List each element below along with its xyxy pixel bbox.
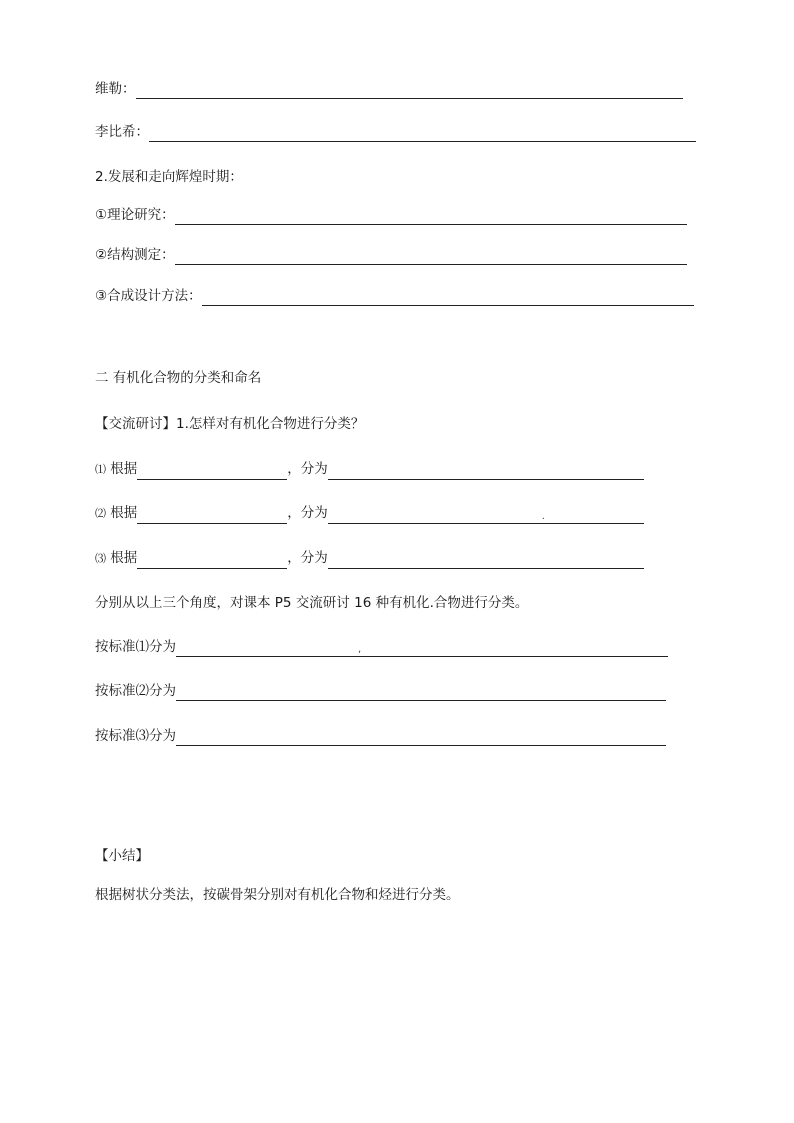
- criteria-basis-1: 根据: [106, 461, 138, 477]
- criteria-basis-blank-1[interactable]: [137, 464, 287, 480]
- criteria-row-2: [95, 503, 644, 523]
- instruction-line: [95, 593, 528, 613]
- weile-label: 维勒：: [95, 81, 136, 97]
- synthesis-label: ③合成设计方法：: [95, 288, 202, 304]
- summary-line: [95, 885, 460, 905]
- criteria-class-blank-1[interactable]: [328, 464, 644, 480]
- criteria-row-3: [95, 548, 644, 568]
- standard-label-3: 按标准⑶分为: [95, 728, 176, 744]
- criteria-basis-blank-3[interactable]: [137, 553, 287, 569]
- discussion-line: [95, 414, 364, 434]
- summary-text: 根据树状分类法，按碳骨架分别对有机化合物和烃进行分类。: [95, 887, 460, 903]
- standard-label-2: 按标准⑵分为: [95, 683, 176, 699]
- liebig-label: 李比希：: [95, 124, 149, 140]
- period2-title-text: 2.发展和走向辉煌时期：: [95, 169, 243, 185]
- summary-title: [95, 846, 149, 866]
- weile-blank[interactable]: [136, 83, 683, 99]
- criteria-sep-3: ，分为: [287, 550, 328, 566]
- standard-blank-1[interactable]: [176, 641, 668, 657]
- instruction-text: 分别从以上三个角度，对课本 P5 交流研讨 16 种有机化.合物进行分类。: [95, 595, 529, 611]
- standard-row-3: [95, 726, 666, 746]
- criteria-class-blank-3[interactable]: [328, 553, 644, 569]
- standard-label-1: 按标准⑴分为: [95, 639, 176, 655]
- criteria-num-1: ⑴: [95, 463, 106, 476]
- liebig-line: [95, 122, 696, 142]
- section2-title-text: 二 有机化合物的分类和命名: [95, 370, 262, 386]
- synthesis-blank[interactable]: [202, 290, 694, 306]
- structure-blank[interactable]: [175, 249, 687, 265]
- criteria-sep-1: ，分为: [287, 461, 328, 477]
- discussion-text: 【交流研讨】1.怎样对有机化合物进行分类？: [95, 416, 365, 432]
- standard-row-2: [95, 681, 666, 701]
- criteria-num-2: ⑵: [95, 507, 106, 520]
- criteria-mark-2: .: [541, 511, 545, 522]
- standard-row-1: [95, 637, 668, 657]
- summary-title-text: 【小结】: [95, 848, 149, 864]
- synthesis-line: [95, 286, 694, 306]
- structure-line: [95, 245, 687, 265]
- liebig-blank[interactable]: [149, 126, 696, 142]
- section2-title: [95, 368, 261, 388]
- structure-label: ②结构测定：: [95, 247, 175, 263]
- criteria-row-1: [95, 459, 644, 479]
- standard-blank-3[interactable]: [176, 730, 666, 746]
- criteria-basis-2: 根据: [106, 505, 138, 521]
- theory-blank[interactable]: [175, 209, 687, 225]
- criteria-sep-2: ，分为: [287, 505, 328, 521]
- standard-blank-2[interactable]: [176, 685, 666, 701]
- criteria-class-blank-2[interactable]: [328, 508, 644, 524]
- criteria-basis-3: 根据: [106, 550, 138, 566]
- criteria-num-3: ⑶: [95, 552, 106, 565]
- standard-mark-1: ,: [358, 644, 362, 655]
- theory-label: ①理论研究：: [95, 207, 175, 223]
- theory-line: [95, 205, 687, 225]
- weile-line: [95, 79, 683, 99]
- criteria-basis-blank-2[interactable]: [137, 508, 287, 524]
- period2-title: [95, 167, 243, 187]
